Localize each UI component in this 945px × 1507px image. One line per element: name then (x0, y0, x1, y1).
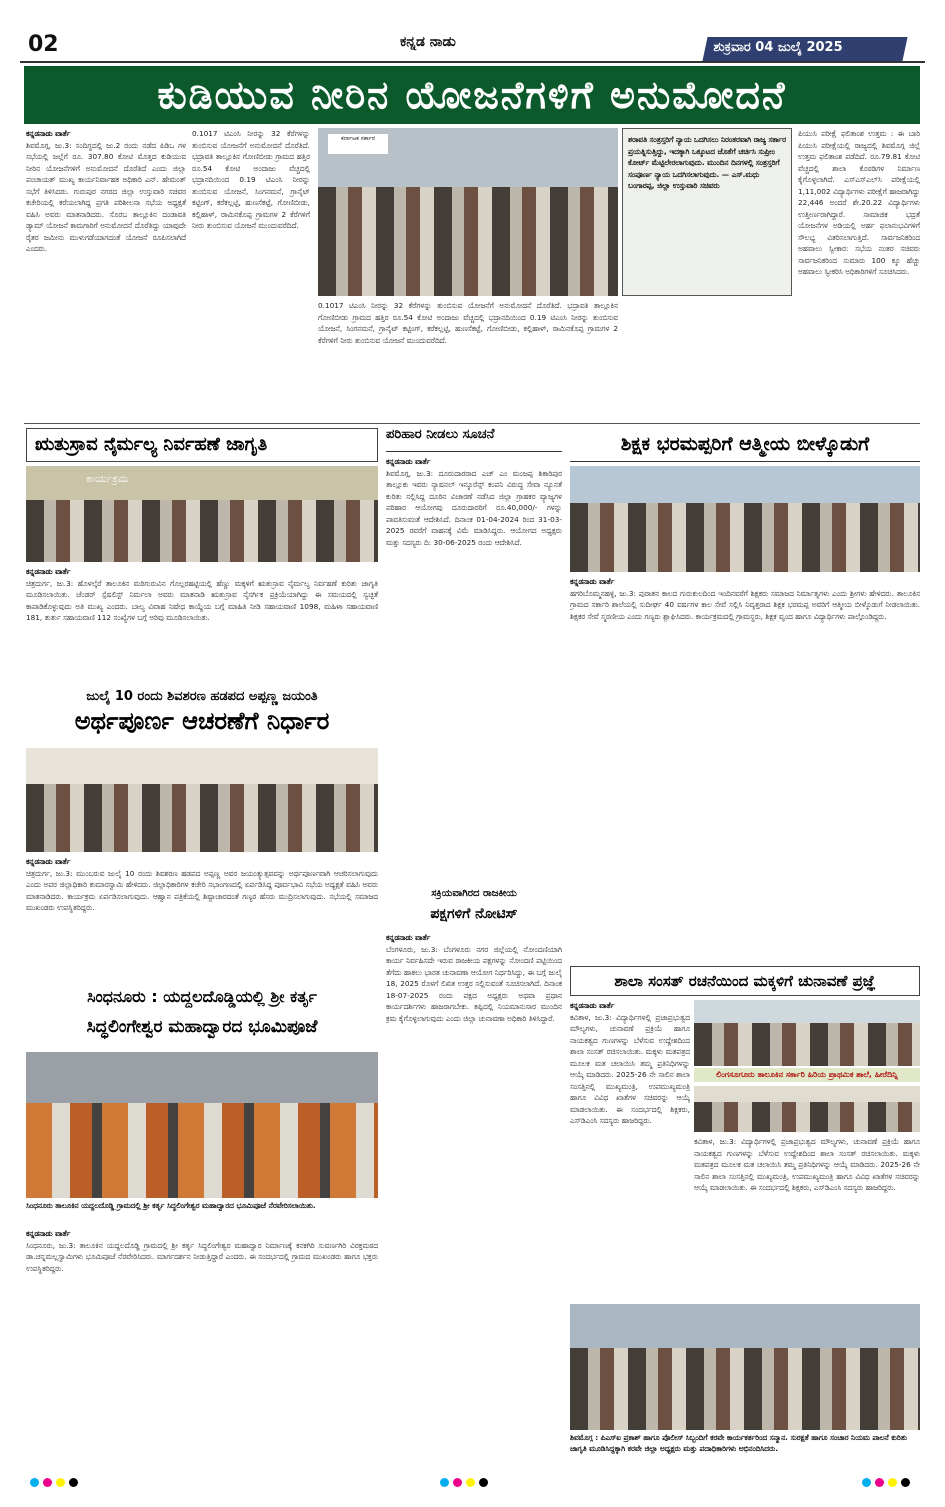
yellow-dot (466, 1478, 475, 1487)
lead-body-3: ಪಿಯುಸಿ ಪರೀಕ್ಷೆ ಫಲಿತಾಂಶ ಉತ್ತಮ : ಈ ಬಾರಿ ಪಿಯುಸಿ ಪರೀಕ್ಷೆಯಲ್ಲಿ ರಾಜ್ಯದಲ್ಲಿ ಶಿವಮೊಗ್ಗ ಜಿಲ್ಲೆ ಉತ್ತಮ ಫಲಿತಾಂಶ ಪಡೆದಿದೆ. ರೂ.79.81 ಕೋಟಿ ವೆಚ್ಚದಲ್ಲಿ ಶಾಲಾ ಕೊಠಡಿಗಳ ನಿರ್ಮಾಣ ಕೈಗೊಳ್ಳಲಾಗಿದೆ. ಎಸ್ಎಸ್ಎಲ್‌ಸಿ ಪರೀಕ್ಷೆಯಲ್ಲಿ 1,11,002 ವಿದ್ಯಾರ್ಥಿಗಳು ಪರೀಕ್ಷೆಗೆ ಹಾಜರಾಗಿದ್ದು 22,446 ಅಂದರೆ ಶೇ.20.22 ವಿದ್ಯಾರ್ಥಿಗಳು ಉತ್ತೀರ್ಣರಾಗಿದ್ದಾರೆ. ಸಾಮಾಜಿಕ ಭದ್ರತೆ ಯೋಜನೆಗಳ ಅಡಿಯಲ್ಲಿ ಅರ್ಹ ಫಲಾನುಭವಿಗಳಿಗೆ ಸೌಲಭ್ಯ ವಿತರಿಸಲಾಗುತ್ತಿದೆ. ಸಾರ್ವಜನಿಕರಿಂದ ಅಹವಾಲು ಸ್ವೀಕಾರ: ಸಭೆಯ ನಂತರ ಸಚಿವರು ಸಾರ್ವಜನಿಕರಿಂದ ಸುಮಾರು 100 ಕ್ಕೂ ಹೆಚ್ಚು ಅಹವಾಲು ಸ್ವೀಕರಿಸಿ ಅಧಿಕಾರಿಗಳಿಗೆ ಸೂಚಿಸಿದರು. (798, 129, 920, 276)
black-dot (479, 1478, 488, 1487)
parihara-text: ಶಿವಮೊಗ್ಗ, ಜು.3: ದೂರುದಾರರಾದ ಎಚ್ ಎಂ ಮಂಜಪ್ಪ ಶಿಕಾರಿಪುರ ತಾಲ್ಲೂಕು ಇವರು ನ್ಯಾಷನಲ್ ಇನ್ಶೂರೆನ್ಸ್ ಕಂಪನಿ ವಿರುದ್ಧ ಸೇವಾ ನ್ಯೂನತೆ ಕುರಿತು ಸಲ್ಲಿಸಿದ್ದ ದೂರಿನ ವಿಚಾರಣೆ ನಡೆಸಿದ ಜಿಲ್ಲಾ ಗ್ರಾಹಕರ ವ್ಯಾಜ್ಯಗಳ ಪರಿಹಾರ ಆಯೋಗವು ದೂರುದಾರರಿಗೆ ರೂ.40,000/- ಗಳನ್ನು ಪಾವತಿಸುವಂತೆ ಆದೇಶಿಸಿದೆ. ದಿನಾಂಕ 01-04-2024 ರಿಂದ 31-03-2025 ರವರೆಗೆ ವಾಹನಕ್ಕೆ ವಿಮೆ ಮಾಡಿಸಿದ್ದರು. ಆಯೋಗದ ಅಧ್ಯಕ್ಷರು ಮತ್ತು ಸದಸ್ಯರು ದಿ: 30-06-2025 ರಂದು ಆದೇಶಿಸಿದೆ. (386, 468, 562, 547)
board-text: ಕಾರ್ಯಕ್ರಮ (86, 472, 129, 485)
lead-headline: ಕುಡಿಯುವ ನೀರಿನ ಯೋಜನೆಗಳಿಗೆ ಅನುಮೋದನೆ (24, 66, 920, 124)
top-rule (20, 61, 925, 63)
sansath-body (570, 1000, 690, 1300)
cyan-dot (30, 1478, 39, 1487)
sindhanur-photo (26, 1052, 378, 1198)
notice-text: ಬೆಂಗಳೂರು, ಜು.3: ಬೆಂಗಳೂರು ನಗರ ಜಿಲ್ಲೆಯಲ್ಲಿ ನೋಂದಣಿಯಾಗಿ ಕಾರ್ಯ ನಿರ್ವಹಿಸದೇ ಇರುವ ರಾಜಕೀಯ ಪಕ್ಷಗಳನ್ನು ನೋಂದಣಿ ಪಟ್ಟಿಯಿಂದ ತೆಗೆದು ಹಾಕಲು ಭಾರತ ಚುನಾವಣಾ ಆಯೋಗ ನಿರ್ಧರಿಸಿದ್ದು, ಈ ಬಗ್ಗೆ ಜುಲೈ 18, 2025 ರೊಳಗೆ ಲಿಖಿತ ಉತ್ತರ ಸಲ್ಲಿಸುವಂತೆ ಸೂಚಿಸಲಾಗಿದೆ. ದಿನಾಂಕ 18-07-2025 ರಂದು ಪಕ್ಷದ ಅಧ್ಯಕ್ಷರು ಅಥವಾ ಪ್ರಧಾನ ಕಾರ್ಯದರ್ಶಿಗಳು ಹಾಜರಾಗಬೇಕು. ತಪ್ಪಿದಲ್ಲಿ ನಿಯಮಾನುಸಾರ ಮುಂದಿನ ಕ್ರಮ ಕೈಗೊಳ್ಳಲಾಗುವುದು ಎಂದು ಜಿಲ್ಲಾ ಚುನಾವಣಾ ಅಧಿಕಾರಿ ತಿಳಿಸಿದ್ದಾರೆ. (386, 944, 562, 1023)
teacher-body (570, 576, 920, 962)
masthead (0, 0, 945, 62)
jayanti-photo (26, 748, 378, 852)
karave-photo (570, 1304, 920, 1430)
registration-marks-center (440, 1478, 488, 1487)
sansath-photo-2 (694, 1086, 920, 1132)
lead-col-3 (798, 128, 920, 420)
lead-photo-sign: ಕರ್ನಾಟಕ ಸರ್ಕಾರ (328, 134, 388, 154)
black-dot (901, 1478, 910, 1487)
magenta-dot (875, 1478, 884, 1487)
lead-col-1 (26, 128, 186, 420)
sindhanur-byline: ಕನ್ನಡನಾಡು ವಾರ್ತೆ (26, 1229, 71, 1238)
sansath-photo-caption: ಲಿಂಗಸೂಗೂರು ತಾಲೂಕಿನ ಸರ್ಕಾರಿ ಹಿರಿಯ ಪ್ರಾಥಮಿಕ ಶಾಲೆ, ಹೀರೆದಿನ್ನಿ (694, 1068, 920, 1082)
teacher-headline: ಶಿಕ್ಷಕ ಭರಮಪ್ಪರಿಗೆ ಆತ್ಮೀಯ ಬೀಳ್ಕೊಡುಗೆ (570, 428, 920, 462)
menstrual-photo (26, 466, 378, 562)
sansath-byline: ಕನ್ನಡನಾಡು ವಾರ್ತೆ (570, 1001, 615, 1010)
menstrual-text: ಚಿತ್ರದುರ್ಗ, ಜು.3: ಹೊಳಲ್ಕೆರೆ ತಾಲೂಕಿನ ಮರಿಗುರುವಿನ ಗೊಲ್ಲರಹಟ್ಟಿಯಲ್ಲಿ ಹೆಣ್ಣು ಮಕ್ಕಳಿಗೆ ಋತುಸ್ರಾವ ನೈರ್ಮಲ್ಯ ನಿರ್ವಹಣೆ ಕುರಿತು ಜಾಗೃತಿ ಮೂಡಿಸಲಾಯಿತು. ಜೆಂಡರ್ ಸ್ಪೆಷಲಿಸ್ಟ್ ನಿರ್ಮಲಾ ಅವರು ಮಾತನಾಡಿ ಋತುಸ್ರಾವ ನೈಸರ್ಗಿಕ ಪ್ರಕ್ರಿಯೆಯಾಗಿದ್ದು ಈ ಸಮಯದಲ್ಲಿ ಸ್ವಚ್ಛತೆ ಕಾಪಾಡಿಕೊಳ್ಳುವುದು ಅತಿ ಮುಖ್ಯ ಎಂದರು. ಬಾಲ್ಯ ವಿವಾಹ ನಿಷೇಧ ಕಾಯ್ದೆಯ ಬಗ್ಗೆ ಮಾಹಿತಿ ನೀಡಿ ಸಹಾಯವಾಣಿ 1098, ಮಹಿಳಾ ಸಹಾಯವಾಣಿ 181, ತುರ್ತು ಸಹಾಯವಾಣಿ 112 ಸಂಖ್ಯೆಗಳ ಬಗ್ಗೆ ಅರಿವು ಮೂಡಿಸಲಾಯಿತು. (26, 578, 378, 622)
menstrual-body (26, 566, 378, 686)
sindhanur-kicker: ಸಿಂಧನೂರು : ಯದ್ದಲದೊಡ್ಡಿಯಲ್ಲಿ ಶ್ರೀ ಕರ್ತೃ (87, 987, 317, 1006)
quote-box: ಶರಾವತಿ ಸಂತ್ರಸ್ತರಿಗೆ ನ್ಯಾಯ ಒದಗಿಸಲು ನಿರಂತರವಾಗಿ ರಾಜ್ಯ ಸರ್ಕಾರ ಪ್ರಯತ್ನಿಸುತ್ತಿದ್ದು, ಇದಕ್ಕಾಗಿ ಒಕ್ಕೂಟದ ಜೊತೆಗೆ ಚರ್ಚಿಸಿ ಸುಪ್ರೀಂ ಕೋರ್ಟ್ ಮೆಟ್ಟಿಲೇರಲಾಗುವುದು. ಮುಂದಿನ ದಿನಗಳಲ್ಲಿ ಸಂತ್ರಸ್ತರಿಗೆ ಸಂಪೂರ್ಣ ನ್ಯಾಯ ಒದಗಿಸಲಾಗುವುದು. — ಎಸ್.ಮಧು ಬಂಗಾರಪ್ಪ, ಜಿಲ್ಲಾ ಉಸ್ತುವಾರಿ ಸಚಿವರು (622, 128, 792, 296)
menstrual-byline: ಕನ್ನಡನಾಡು ವಾರ್ತೆ (26, 567, 71, 576)
yellow-dot (56, 1478, 65, 1487)
teacher-photo (570, 466, 920, 572)
sindhanur-body (26, 1228, 378, 1468)
registration-marks-right (862, 1478, 910, 1487)
teacher-byline: ಕನ್ನಡನಾಡು ವಾರ್ತೆ (570, 577, 615, 586)
jayanti-text: ಚಿತ್ರದುರ್ಗ, ಜು.3: ಮುಂಬರುವ ಜುಲೈ 10 ರಂದು ಶಿವಶರಣ ಹಡಪದ ಅಪ್ಪಣ್ಣ ಅವರ ಜಯಂತ್ಯುತ್ಸವವನ್ನು ಅರ್ಥಪೂರ್ಣವಾಗಿ ಆಚರಿಸಲಾಗುವುದು ಎಂದು ಅಪರ ಜಿಲ್ಲಾಧಿಕಾರಿ ಕುಮಾರಸ್ವಾಮಿ ಹೇಳಿದರು. ಜಿಲ್ಲಾಧಿಕಾರಿಗಳ ಕಚೇರಿ ಸಭಾಂಗಣದಲ್ಲಿ ಏರ್ಪಡಿಸಿದ್ದ ಪೂರ್ವಭಾವಿ ಸಭೆಯ ಅಧ್ಯಕ್ಷತೆ ವಹಿಸಿ ಅವರು ಮಾತನಾಡಿದರು. ಕಾರ್ಯಕ್ರಮ ಏರ್ಪಡಿಸಲಾಗುವುದು. ಆಹ್ವಾನ ಪತ್ರಿಕೆಯಲ್ಲಿ ಶಿಷ್ಟಾಚಾರದಂತೆ ಗಣ್ಯರ ಹೆಸರು ಮುದ್ರಿಸಲಾಗುವುದು. ಸಭೆಯಲ್ಲಿ ಸಮಾಜದ ಮುಖಂಡರು ಉಪಸ್ಥಿತರಿದ್ದರು. (26, 868, 378, 912)
sansath-photo (694, 1000, 920, 1066)
magenta-dot (43, 1478, 52, 1487)
cyan-dot (862, 1478, 871, 1487)
parihara-body (386, 456, 562, 884)
lead-body-continued: 0.1017 ಟಿಎಂಸಿ ನೀರನ್ನು 32 ಕೆರೆಗಳನ್ನು ತುಂಬಿಸುವ ಯೋಜನೆಗೆ ಅನುಮೋದನೆ ದೊರೆತಿದೆ. ಭದ್ರಾವತಿ ತಾಲ್ಲೂಕಿನ ಗೋಣಿಬೀಡು ಗ್ರಾಮದ ಹತ್ತಿರ ರೂ.54 ಕೋಟಿ ಅಂದಾಜು ವೆಚ್ಚದಲ್ಲಿ ಭದ್ರಾನದಿಯಿಂದ 0.19 ಟಿಎಂಸಿ ನೀರನ್ನು ತುಂಬಿಸುವ ಯೋಜನೆ, ಸಿಂಗನಮನೆ, ಗ್ರಾನೈಟ್ ಕಟ್ಟಿಂಗ್, ಕರೆಕಲ್ಲಟ್ಟಿ, ಹುಣಸೆಕಟ್ಟೆ, ಗೋಣಿಬೀಡು, ಕಲ್ಲಿಹಾಳ್, ರಾಮಿನಕೊಪ್ಪ ಗ್ರಾಮಗಳ 2 ಕೆರೆಗಳಿಗೆ ನೀರು ತುಂಬಿಸುವ ಯೋಜನೆ ಮುಂದುವರೆದಿದೆ. (318, 301, 618, 345)
lead-byline: ಕನ್ನಡನಾಡು ವಾರ್ತೆ (26, 129, 71, 138)
lead-body-2: 0.1017 ಟಿಎಂಸಿ ನೀರನ್ನು 32 ಕೆರೆಗಳನ್ನು ತುಂಬಿಸುವ ಯೋಜನೆಗೆ ಅನುಮೋದನೆ ದೊರೆತಿದೆ. ಭದ್ರಾವತಿ ತಾಲ್ಲೂಕಿನ ಗೋಣಿಬೀಡು ಗ್ರಾಮದ ಹತ್ತಿರ ರೂ.54 ಕೋಟಿ ಅಂದಾಜು ವೆಚ್ಚದಲ್ಲಿ ಭದ್ರಾನದಿಯಿಂದ 0.19 ಟಿಎಂಸಿ ನೀರನ್ನು ತುಂಬಿಸುವ ಯೋಜನೆ, ಸಿಂಗನಮನೆ, ಗ್ರಾನೈಟ್ ಕಟ್ಟಿಂಗ್, ಕರೆಕಲ್ಲಟ್ಟಿ, ಹುಣಸೆಕಟ್ಟೆ, ಗೋಣಿಬೀಡು, ಕಲ್ಲಿಹಾಳ್, ರಾಮಿನಕೊಪ್ಪ ಗ್ರಾಮಗಳ 2 ಕೆರೆಗಳಿಗೆ ನೀರು ತುಂಬಿಸುವ ಯೋಜನೆ ಮುಂದುವರೆದಿದೆ. (192, 129, 310, 230)
notice-byline: ಕನ್ನಡನಾಡು ವಾರ್ತೆ (386, 933, 431, 942)
sindhanur-caption: ಸಿಂಧನೂರು ತಾಲೂಕಿನ ಯದ್ದಲದೊಡ್ಡಿ ಗ್ರಾಮದಲ್ಲಿ ಶ್ರೀ ಕರ್ತೃ ಸಿದ್ಧಲಿಂಗೇಶ್ವರ ಮಹಾದ್ವಾರದ ಭೂಮಿಪೂಜೆ ನೆರವೇರಿಸಲಾಯಿತು. (26, 1201, 316, 1210)
registration-marks-left (30, 1478, 78, 1487)
teacher-text: ಹಗರಿಬೊಮ್ಮನಹಳ್ಳಿ, ಜು.3: ಪುರಾತನ ಕಾಲದ ಗುರುಕುಲದಿಂದ ಇಂದಿನವರೆಗೆ ಶಿಕ್ಷಕರು ಸಮಾಜದ ನಿರ್ಮಾತೃಗಳು ಎಂದು ಶ್ರೀಗಳು ಹೇಳಿದರು. ತಾಲೂಕಿನ ಗ್ರಾಮದ ಸರ್ಕಾರಿ ಶಾಲೆಯಲ್ಲಿ ಸುದೀರ್ಘ 40 ವರ್ಷಗಳ ಕಾಲ ಸೇವೆ ಸಲ್ಲಿಸಿ ನಿವೃತ್ತರಾದ ಶಿಕ್ಷಕ ಭರಮಪ್ಪ ಅವರಿಗೆ ಆತ್ಮೀಯ ಬೀಳ್ಕೊಡುಗೆ ನೀಡಲಾಯಿತು. ಶಿಕ್ಷಕರ ಸೇವೆ ಸ್ಮರಣೀಯ ಎಂದು ಗಣ್ಯರು ಶ್ಲಾಘಿಸಿದರು. ಕಾರ್ಯಕ್ರಮದಲ್ಲಿ ಗ್ರಾಮಸ್ಥರು, ಶಿಕ್ಷಕ ವೃಂದ ಹಾಗೂ ವಿದ್ಯಾರ್ಥಿಗಳು ಪಾಲ್ಗೊಂಡಿದ್ದರು. (570, 588, 920, 621)
date-text: ಶುಕ್ರವಾರ 04 ಜುಲೈ 2025 (713, 40, 843, 55)
jayanti-headline: ಅರ್ಥಪೂರ್ಣ ಆಚರಣೆಗೆ ನಿರ್ಧಾರ (74, 707, 330, 735)
page-number: 02 (28, 32, 59, 57)
sindhanur-text: ಸಿಂಧನೂರು, ಜು.3: ತಾಲೂಕಿನ ಯದ್ದಲದೊಡ್ಡಿ ಗ್ರಾಮದಲ್ಲಿ ಶ್ರೀ ಕರ್ತೃ ಸಿದ್ಧಲಿಂಗೇಶ್ವರ ಮಹಾದ್ವಾರ ನಿರ್ಮಾಣಕ್ಕೆ ಕನಕಗಿರಿ ಸುವರ್ಣಗಿರಿ ವಿರಕ್ತಮಠದ ಡಾ.ಚನ್ನಮಲ್ಲಸ್ವಾಮಿಗಳು ಭೂಮಿಪೂಜೆ ನೆರವೇರಿಸಿದರು. ಮಾರ್ಗದರ್ಶನ ನೀಡುತ್ತಿದ್ದಾರೆ ಎಂದರು. ಈ ಸಂದರ್ಭದಲ್ಲಿ ಗ್ರಾಮದ ಮುಖಂಡರು ಹಾಗೂ ಭಕ್ತರು ಉಪಸ್ಥಿತರಿದ್ದರು. (26, 1240, 378, 1273)
sansath-headline: ಶಾಲಾ ಸಂಸತ್ ರಚನೆಯಿಂದ ಮಕ್ಕಳಿಗೆ ಚುನಾವಣೆ ಪ್ರಜ್ಞೆ (570, 966, 920, 996)
divider (24, 423, 920, 424)
yellow-dot (888, 1478, 897, 1487)
parihara-headline: ಪರಿಹಾರ ನೀಡಲು ಸೂಚನೆ (386, 428, 562, 452)
lead-col-2b (318, 300, 618, 420)
cyan-dot (440, 1478, 449, 1487)
black-dot (69, 1478, 78, 1487)
jayanti-body (26, 856, 378, 982)
jayanti-byline: ಕನ್ನಡನಾಡು ವಾರ್ತೆ (26, 857, 71, 866)
sansath-text: ಕವಿತಾಳ, ಜು.3: ವಿದ್ಯಾರ್ಥಿಗಳಲ್ಲಿ ಪ್ರಜಾಪ್ರಭುತ್ವದ ಮೌಲ್ಯಗಳು, ಚುನಾವಣೆ ಪ್ರಕ್ರಿಯೆ ಹಾಗೂ ನಾಯಕತ್ವದ ಗುಣಗಳನ್ನು ಬೆಳೆಸುವ ಉದ್ದೇಶದಿಂದ ಶಾಲಾ ಸಂಸತ್ ರಚಿಸಲಾಯಿತು. ಮಕ್ಕಳು ಮತಪತ್ರದ ಮೂಲಕ ಮತ ಚಲಾಯಿಸಿ ತಮ್ಮ ಪ್ರತಿನಿಧಿಗಳನ್ನು ಆಯ್ಕೆ ಮಾಡಿದರು. 2025-26 ನೇ ಸಾಲಿನ ಶಾಲಾ ಸಂಸತ್ತಿನಲ್ಲಿ ಮುಖ್ಯಮಂತ್ರಿ, ಉಪಮುಖ್ಯಮಂತ್ರಿ ಹಾಗೂ ವಿವಿಧ ಖಾತೆಗಳ ಸಚಿವರನ್ನು ಆಯ್ಕೆ ಮಾಡಲಾಯಿತು. ಈ ಸಂದರ್ಭದಲ್ಲಿ ಶಿಕ್ಷಕರು, ಎಸ್‌ಡಿಎಂಸಿ ಸದಸ್ಯರು ಹಾಜರಿದ್ದರು. (570, 1012, 690, 1125)
notice-kicker: ಸಕ್ರಿಯವಾಗಿರದ ರಾಜಕೀಯ (431, 888, 517, 899)
magenta-dot (453, 1478, 462, 1487)
lead-body-1: ಶಿವಮೊಗ್ಗ, ಜು.3: ಸಂದಿಗ್ಧದಲ್ಲಿ ಜು.2 ರಂದು ನಡೆದ ಪಿಡಿಒ ಗಳ ಸಭೆಯಲ್ಲಿ ಜಲ್ಲೆಗೆ ರೂ. 307.80 ಕೋಟಿ ಮೊತ್ತದ ಕುಡಿಯುವ ನೀರಿನ ಯೋಜನೆಗಳಿಗೆ ಅನುಮೋದನೆ ದೊರೆತಿದೆ ಎಂದು ಜಿಲ್ಲಾ ಪಂಚಾಯತ್ ಮುಖ್ಯ ಕಾರ್ಯನಿರ್ವಾಹಕ ಅಧಿಕಾರಿ ಎನ್. ಹೇಮಂತ್ ಸಭೆಗೆ ತಿಳಿಸಿದರು. ಗುರುಪುರ ನಗರದ ಜಿಲ್ಲಾ ಉಸ್ತುವಾರಿ ಸಚಿವರ ಕಚೇರಿಯಲ್ಲಿ ಕರೆಯಲಾಗಿದ್ದ ಪ್ರಗತಿ ಪರಿಶೀಲನಾ ಸಭೆಯ ಅಧ್ಯಕ್ಷತೆ ವಹಿಸಿ ಅವರು ಮಾತನಾಡಿದರು. ಸೊರಬ ತಾಲ್ಲೂಕಿನ ದಂಡಾವತಿ ಡ್ಯಾಮ್ ಯೋಜನೆ ಕಾಮಗಾರಿಗೆ ಅನುಮೋದನೆ ದೊರೆತಿದ್ದು ಯಾವುದೇ ರೈತರ ಜಮೀನು ಮುಳುಗಡೆಯಾಗದಂತೆ ಯೋಜನೆ ರೂಪಿಸಲಾಗಿದೆ ಎಂದರು. (26, 140, 186, 253)
jayanti-kicker: ಜುಲೈ 10 ರಂದು ಶಿವಶರಣ ಹಡಪದ ಅಪ್ಪಣ್ಣ ಜಯಂತಿ (86, 689, 318, 704)
sansath-text-2: ಕವಿತಾಳ, ಜು.3: ವಿದ್ಯಾರ್ಥಿಗಳಲ್ಲಿ ಪ್ರಜಾಪ್ರಭುತ್ವದ ಮೌಲ್ಯಗಳು, ಚುನಾವಣೆ ಪ್ರಕ್ರಿಯೆ ಹಾಗೂ ನಾಯಕತ್ವದ ಗುಣಗಳನ್ನು ಬೆಳೆಸುವ ಉದ್ದೇಶದಿಂದ ಶಾಲಾ ಸಂಸತ್ ರಚಿಸಲಾಯಿತು. ಮಕ್ಕಳು ಮತಪತ್ರದ ಮೂಲಕ ಮತ ಚಲಾಯಿಸಿ ತಮ್ಮ ಪ್ರತಿನಿಧಿಗಳನ್ನು ಆಯ್ಕೆ ಮಾಡಿದರು. 2025-26 ನೇ ಸಾಲಿನ ಶಾಲಾ ಸಂಸತ್ತಿನಲ್ಲಿ ಮುಖ್ಯಮಂತ್ರಿ, ಉಪಮುಖ್ಯಮಂತ್ರಿ ಹಾಗೂ ವಿವಿಧ ಖಾತೆಗಳ ಸಚಿವರನ್ನು ಆಯ್ಕೆ ಮಾಡಲಾಯಿತು. ಈ ಸಂದರ್ಭದಲ್ಲಿ ಶಿಕ್ಷಕರು, ಎಸ್‌ಡಿಎಂಸಿ ಸದಸ್ಯರು ಹಾಜರಿದ್ದರು. (694, 1137, 920, 1192)
sindhanur-headline: ಸಿದ್ಧಲಿಂಗೇಶ್ವರ ಮಹಾದ್ವಾರದ ಭೂಮಿಪೂಜೆ (86, 1017, 318, 1037)
lead-photo (318, 128, 618, 296)
parihara-byline: ಕನ್ನಡನಾಡು ವಾರ್ತೆ (386, 457, 431, 466)
lead-col-2 (192, 128, 310, 420)
notice-body (386, 932, 562, 1472)
paper-name: ಕನ್ನಡ ನಾಡು (400, 34, 456, 50)
karave-caption: ಶಿವಮೊಗ್ಗ : ಪಿಎಸ್‌ಐ ಪ್ರಕಾಶ್ ಹಾಗೂ ಪೊಲೀಸ್ ಸಿಬ್ಬಂದಿಗೆ ಕರವೇ ಕಾರ್ಯಕರ್ತರಿಂದ ಸನ್ಮಾನ. ಸುರಕ್ಷತೆ ಹಾಗೂ ಸಂಚಾರ ನಿಯಮ ಪಾಲನೆ ಕುರಿತು ಜಾಗೃತಿ ಮೂಡಿಸಿದ್ದಕ್ಕಾಗಿ ಕರವೇ ಜಿಲ್ಲಾ ಅಧ್ಯಕ್ಷರು ಮತ್ತು ಪದಾಧಿಕಾರಿಗಳು ಅಭಿನಂದಿಸಿದರು. (570, 1433, 907, 1453)
date-label (702, 37, 907, 61)
notice-headline: ಪಕ್ಷಗಳಿಗೆ ನೋಟಿಸ್ (430, 906, 518, 922)
sansath-body-2 (694, 1136, 920, 1300)
menstrual-headline: ಋತುಸ್ರಾವ ನೈರ್ಮಲ್ಯ ನಿರ್ವಹಣೆ ಜಾಗೃತಿ (26, 428, 378, 462)
